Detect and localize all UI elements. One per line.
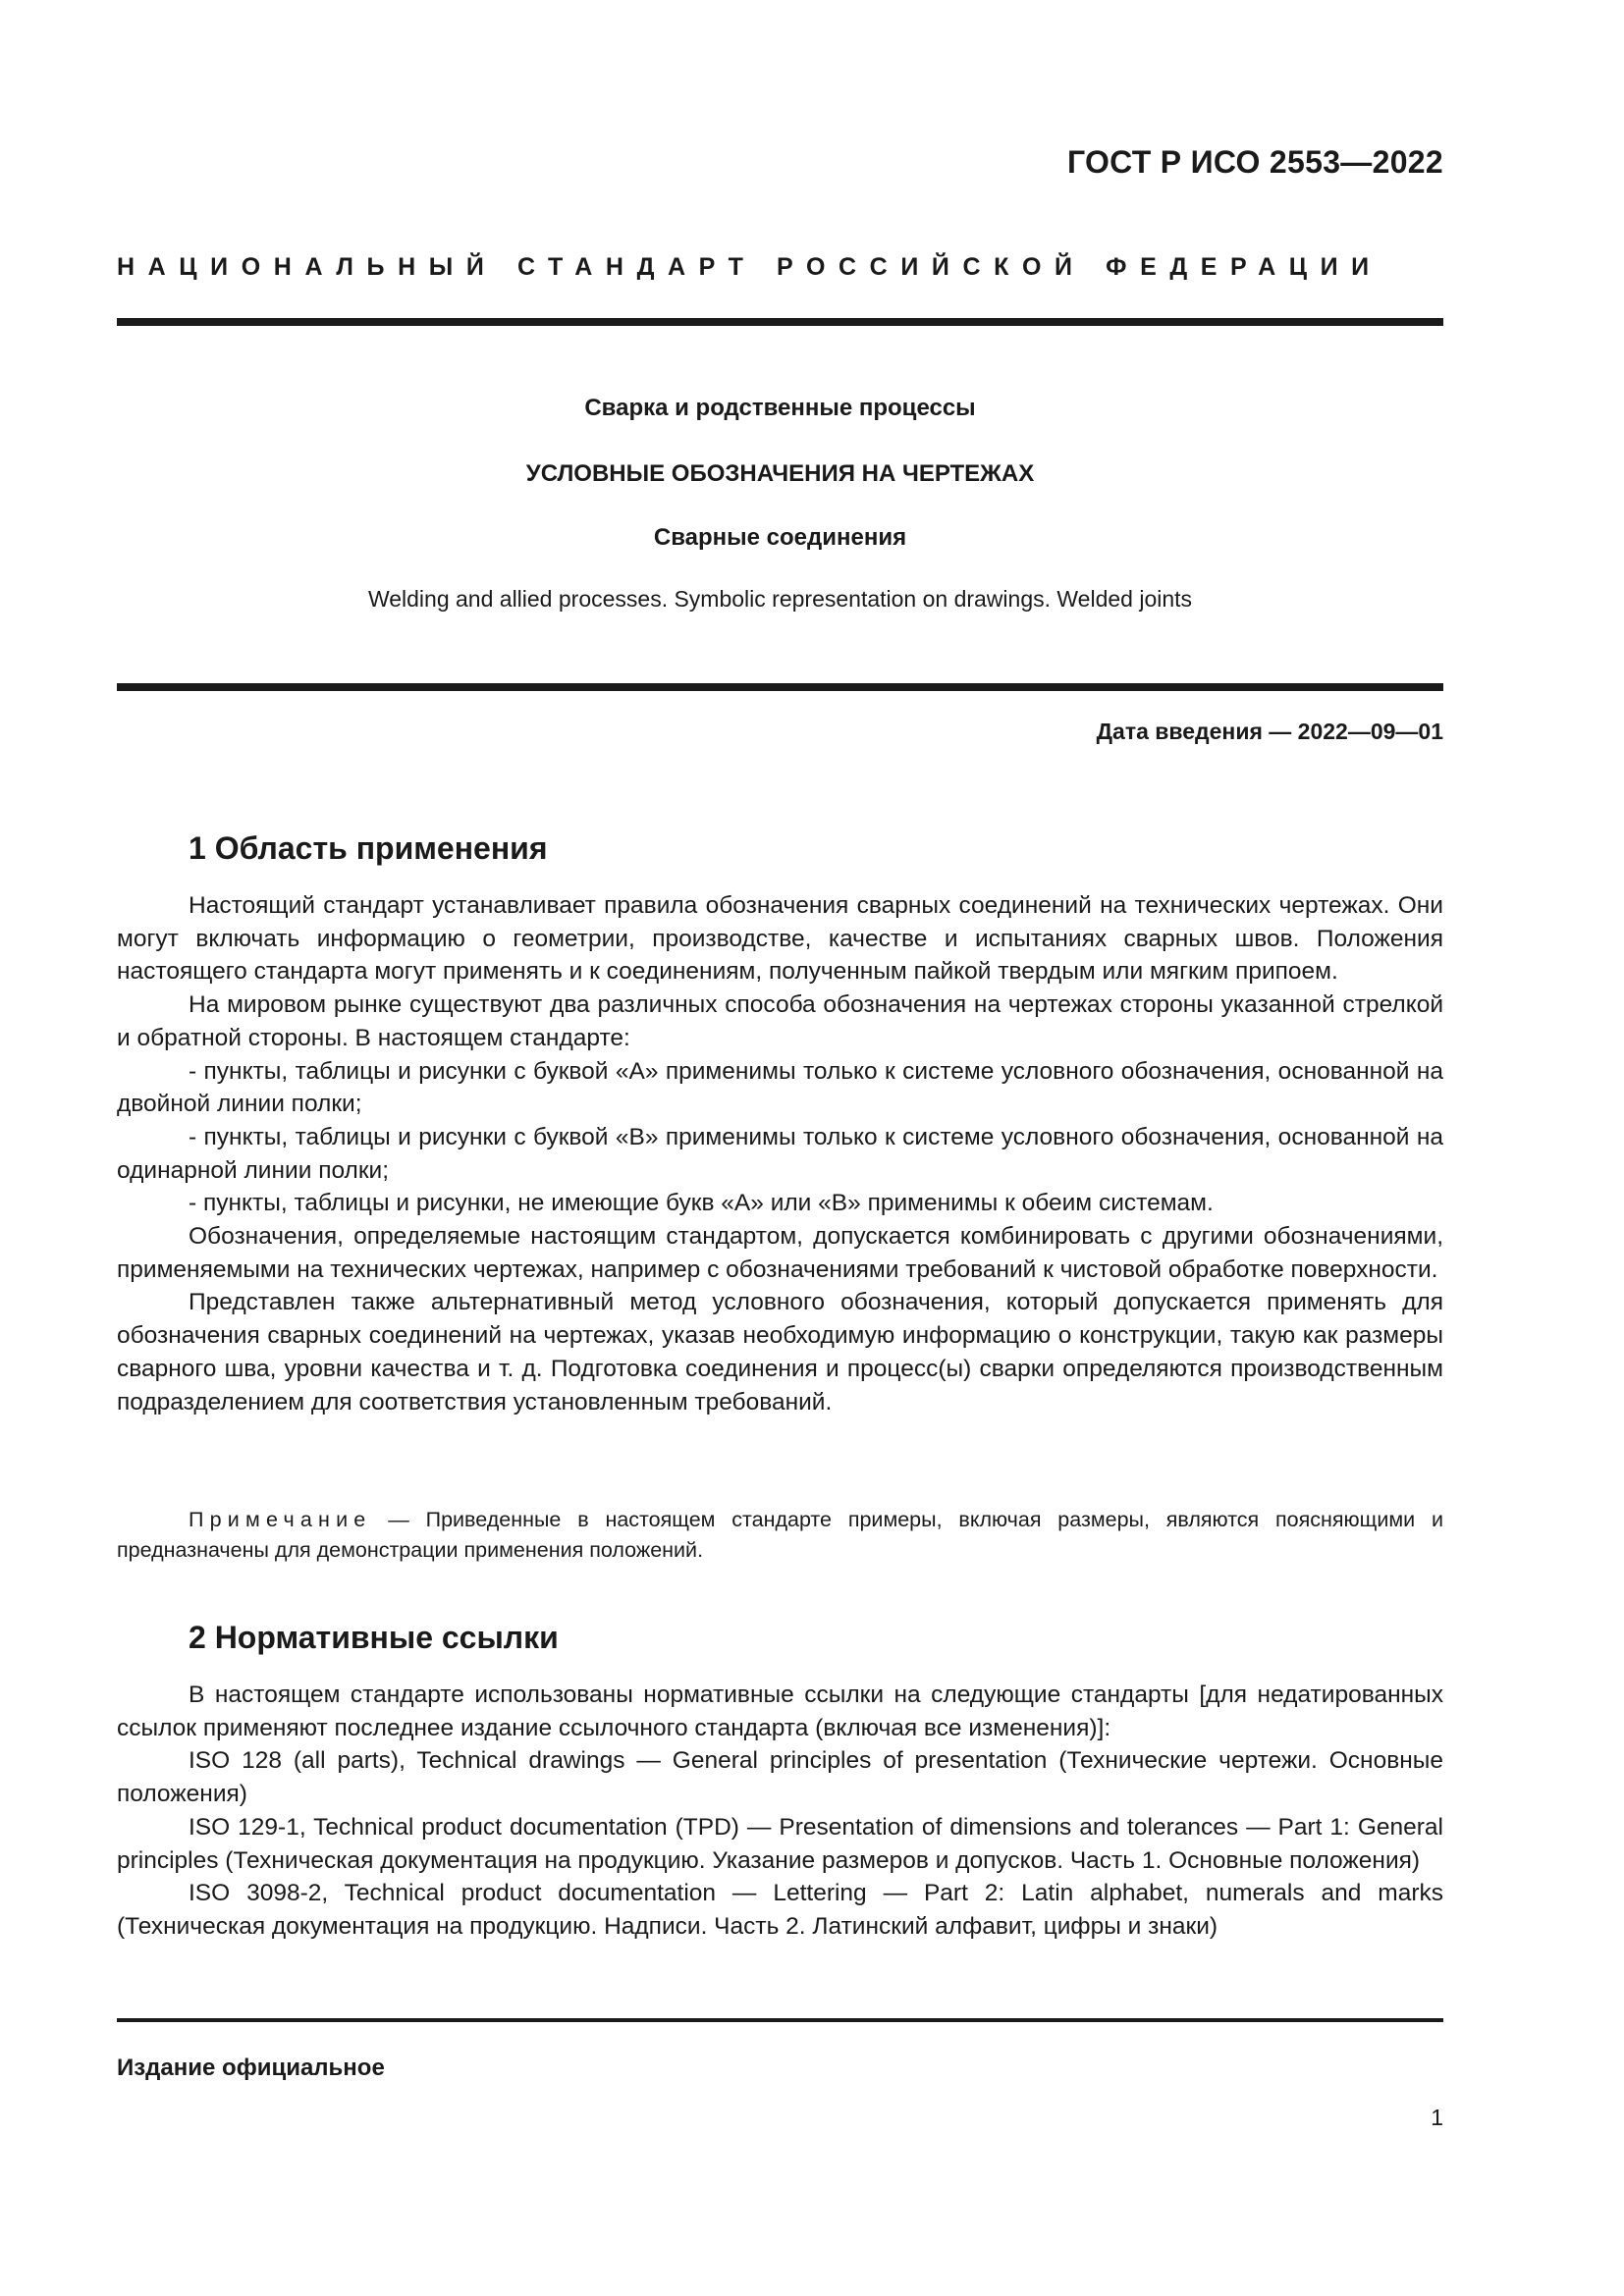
section-2-body [117,1679,1443,1944]
list-item: - пункты, таблицы и рисунки с буквой «В» применимы только к системе условного обозначения, основанной на одинарной линии полки; [117,1123,1443,1184]
title-sub: Сварные соединения [653,524,907,551]
introduction-date: Дата введения — 2022—09—01 [1096,719,1443,744]
note [117,1505,1443,1566]
title-english: Welding and allied processes. Symbolic representation on drawings. Welded joints [367,586,1193,612]
list-item: - пункты, таблицы и рисунки с буквой «А» применимы только к системе условного обозначения, основанной на двойной линии полки; [117,1057,1443,1118]
top-divider [117,318,1443,326]
footer-divider [117,2018,1443,2022]
document-number: ГОСТ Р ИСО 2553—2022 [1066,144,1443,180]
reference-item: ISO 3098-2, Technical product documentation — Lettering — Part 2: Latin alphabet, numerals and marks (Техническая документация на продукцию. Надписи. Часть 2. Латинский алфавит, цифры и знаки) [117,1880,1443,1940]
section-2-title: 2 Нормативные ссылки [189,1620,559,1655]
paragraph: На мировом рынке существуют два различных способа обозначения на чертежах стороны указанной стрелкой и обратной стороны. В настоящем стандарте: [117,991,1443,1051]
paragraph: Обозначения, определяемые настоящим стандартом, допускается комбинировать с другими обозначениями, применяемыми на технических чертежах, например с обозначениями требований к чистовой обработке поверхности. [117,1223,1443,1283]
national-standard-heading: НАЦИОНАЛЬНЫЙ СТАНДАРТ РОССИЙСКОЙ ФЕДЕРАЦИИ [117,253,1382,281]
page-number: 1 [1431,2105,1443,2130]
title-group: Сварка и родственные процессы [584,395,976,421]
paragraph: Представлен также альтернативный метод условного обозначения, который допускается применять для обозначения сварных соединений на чертежах, указав необходимую информацию о конструкции, такую как размеры сварного шва, уровни качества и т. д. Подготовка соединения и процесс(ы) сварки определяются производственным подразделением для соответствия установленным требований. [117,1289,1443,1415]
edition-label: Издание официальное [117,2055,385,2081]
title-divider [117,683,1443,691]
title-main: УСЛОВНЫЕ ОБОЗНАЧЕНИЯ НА ЧЕРТЕЖАХ [525,460,1035,487]
note-text: — Приведенные в настоящем стандарте примеры, включая размеры, являются поясняющими и предназначены для демонстрации применения положений. [117,1508,1443,1562]
reference-item: ISO 128 (all parts), Technical drawings — General principles of presentation (Технические чертежи. Основные положения) [117,1747,1443,1808]
note-label: Примечание [189,1508,372,1531]
section-1-title: 1 Область применения [189,830,548,866]
paragraph: В настоящем стандарте использованы нормативные ссылки на следующие стандарты [для недатированных ссылок применяют последнее издание ссылочного стандарта (включая все изменения)]: [117,1682,1443,1741]
paragraph: Настоящий стандарт устанавливает правила обозначения сварных соединений на технических чертежах. Они могут включать информацию о геометрии, производстве, качестве и испытаниях сварных швов. Положения настоящего стандарта могут применять и к соединениям, полученным пайкой твердым или мягким припоем. [117,892,1443,986]
section-1-body [117,889,1443,1418]
list-item: - пункты, таблицы и рисунки, не имеющие букв «А» или «В» применимы к обеим системам. [189,1190,1214,1217]
reference-item: ISO 129-1, Technical product documentation (TPD) — Presentation of dimensions and tolerances — Part 1: General principles (Техническая документация на продукцию. Указание размеров и допусков. Часть 1. Основные положения) [117,1813,1443,1874]
